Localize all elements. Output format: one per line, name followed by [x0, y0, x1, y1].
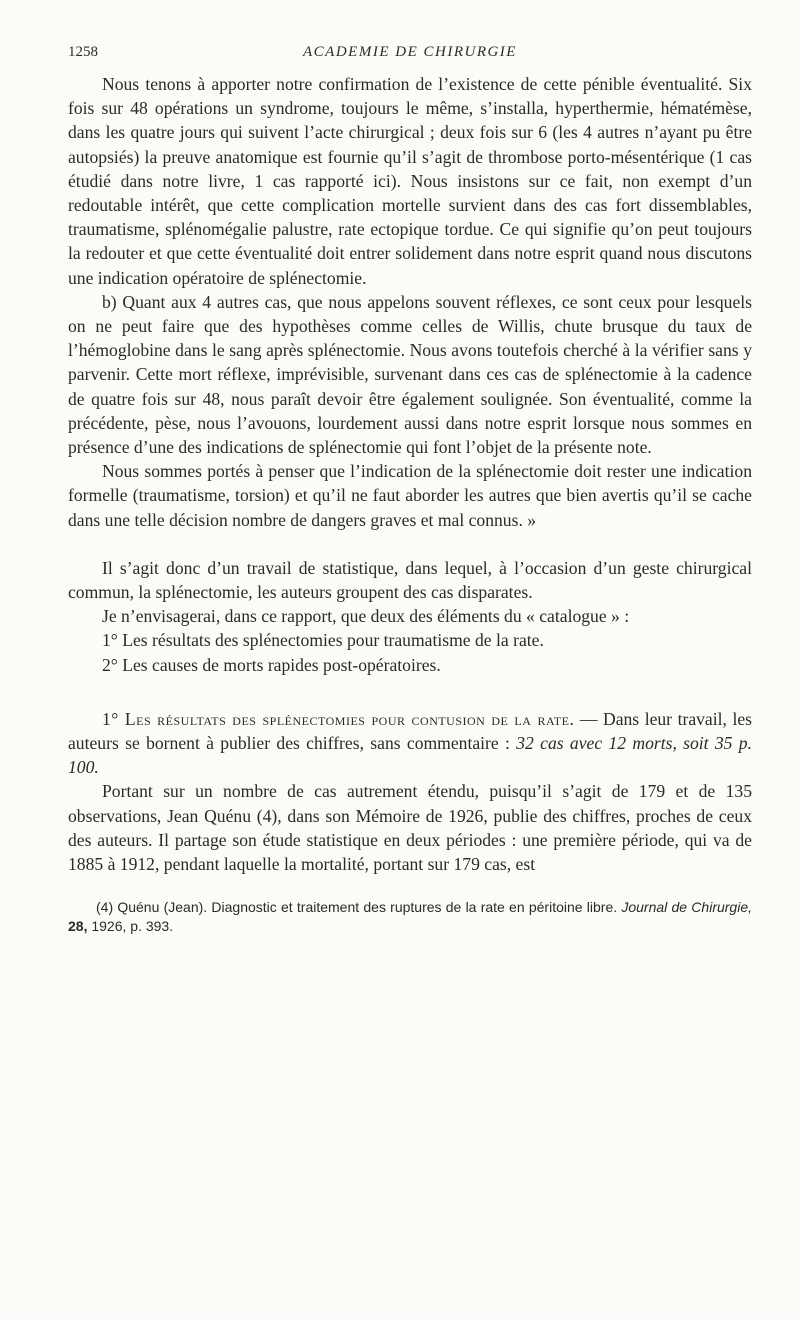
list-item-2: 2° Les causes de morts rapides post-opératoires. [102, 654, 441, 675]
page [68, 38, 752, 936]
paragraph-reflex-deaths: b) Quant aux 4 autres cas, que nous appelons souvent réflexes, ce sont ceux pour lesquels on ne peut faire que des hypothèses comme celles de Willis, chute brusque du taux de l’hémoglobine dans le sang après splénectomie. Nous avons toutefois cherché à la vérifier sans y parvenir. Cette mort réflexe, imprévisible, survenant dans ces cas de splénectomie à la cadence de quatre fois sur 48, nous paraît devoir être également soulignée. Son éventualité, comme la précédente, pèse, nous l’avouons, lourdement aussi dans notre esprit lorsque nous sommes en présence d’une des indications de splénectomie qui font l’objet de la présente note. [68, 291, 752, 458]
section-text: — Dans leur travail, les auteurs se bornent à publier des chiffres, sans commentaire : [68, 708, 752, 754]
page-header [68, 38, 752, 72]
paragraph-statistics-work: Il s’agit donc d’un travail de statistique, dans lequel, à l’occasion d’un geste chirurgical commun, la splénectomie, les auteurs groupent des cas disparates. [68, 557, 752, 603]
paragraph-indication: Nous sommes portés à penser que l’indication de la splénectomie doit rester une indication formelle (traumatisme, torsion) et qu’il ne faut aborder les autres que bien avertis qu’il se cache dans une telle décision nombre de dangers graves et mal connus. » [68, 461, 752, 530]
paragraph-quenu: Portant sur un nombre de cas autrement étendu, puisqu’il s’agit de 179 et de 135 observations, Jean Quénu (4), dans son Mémoire de 1926, publie des chiffres, proches de ceux des auteurs. Il partage son étude statistique en deux périodes : une première période, qui va de 1885 à 1912, pendant laquelle la mortalité, portant sur 179 cas, est [68, 781, 752, 875]
paragraph-thrombosis: Nous tenons à apporter notre confirmation de l’existence de cette pénible éventualité. Six fois sur 48 opérations un syndrome, toujours le même, s’installa, hyperthermie, hématémèse, dans les quatre jours qui suivent l’acte chirurgical ; deux fois sur 6 (les 4 autres n’ayant pu être autopsiés) la preuve anatomique est fournie qu’il s’agit de thrombose porto-mésentérique (1 cas étudié dans notre livre, 1 cas rapporté ici). Nous insistons sur ce fait, non exempt d’un redoutable intérêt, que cette complication mortelle survient dans des cas fort dissemblables, traumatisme, splénomégalie palustre, rate ectopique tordue. Ce qui signifie qu’on peut toujours la redouter et que cette éventualité doit entrer solidement dans notre esprit quand nous discutons une indication opératoire de splénectomie. [68, 74, 752, 288]
running-head: ACADEMIE DE CHIRURGIE [303, 44, 517, 60]
section-statistic: 32 cas avec 12 morts, soit 35 p. 100. [68, 733, 752, 778]
body-text [68, 72, 752, 876]
paragraph-catalogue: Je n’envisagerai, dans ce rapport, que deux des éléments du « catalogue » : [102, 606, 630, 627]
page-number: 1258 [68, 44, 98, 60]
list-item-1: 1° Les résultats des splénectomies pour traumatisme de la rate. [102, 630, 544, 651]
footnote-volume: 28, [68, 918, 88, 935]
footnote-rest: 1926, p. 393. [87, 918, 174, 935]
footnote [68, 898, 752, 936]
footnote-text: (4) Quénu (Jean). Diagnostic et traitement des ruptures de la rate en péritoine libre. [96, 899, 622, 916]
footnote-journal: Journal de Chirurgie, [621, 899, 752, 916]
section-heading: 1° Les résultats des splénectomies pour contusion de la rate. [102, 708, 575, 729]
paragraph-section-results [68, 707, 752, 780]
